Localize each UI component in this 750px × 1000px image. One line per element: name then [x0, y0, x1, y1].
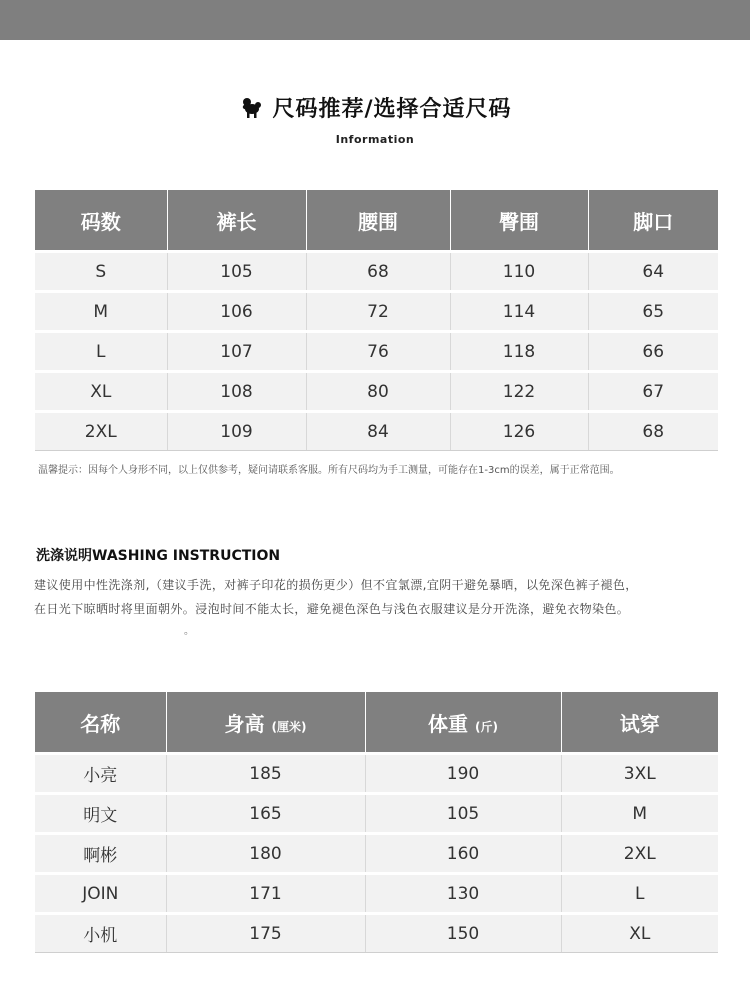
header-cell: 脚口: [588, 190, 718, 252]
table-cell: 啊彬: [35, 834, 166, 874]
header-cell: 试穿: [561, 692, 718, 754]
page-subtitle: Information: [335, 133, 415, 146]
header-cell: 码数: [35, 190, 167, 252]
table-cell: L: [35, 332, 167, 372]
table-cell: 171: [166, 874, 365, 914]
table-row: [35, 332, 718, 372]
washing-text-line: 建议使用中性洗涤剂,（建议手洗，对裤子印花的损伤更少）但不宜氯漂,宜阴干避免暴晒，以免深色裤子褪色，: [34, 578, 638, 592]
table-cell: 72: [306, 292, 450, 332]
table-row: [35, 874, 718, 914]
table-cell: 明文: [35, 794, 166, 834]
size-table: [35, 190, 718, 451]
table-cell: 107: [167, 332, 306, 372]
header-cell: 体重 (斤): [365, 692, 561, 754]
table-cell: 105: [365, 794, 561, 834]
table-cell: 126: [450, 412, 588, 451]
table-cell: 118: [450, 332, 588, 372]
table-row: [35, 834, 718, 874]
header-cell: 裤长: [167, 190, 306, 252]
table-cell: 小亮: [35, 754, 166, 794]
page-title: 尺码推荐/选择合适尺码: [272, 97, 512, 122]
table-cell: M: [561, 794, 718, 834]
table-cell: 84: [306, 412, 450, 451]
washing-text-line: 。: [184, 626, 194, 637]
table-cell: L: [561, 874, 718, 914]
table-row: [35, 914, 718, 953]
table-row: [35, 794, 718, 834]
try-table-header-row: [35, 692, 718, 754]
table-cell: 76: [306, 332, 450, 372]
unit-label: (厘米): [271, 719, 307, 734]
table-cell: 130: [365, 874, 561, 914]
header-cell: 身高 (厘米): [166, 692, 365, 754]
washing-title: 洗涤说明WASHING INSTRUCTION: [36, 548, 281, 564]
table-cell: JOIN: [35, 874, 166, 914]
table-cell: 67: [588, 372, 718, 412]
table-row: [35, 292, 718, 332]
table-row: [35, 252, 718, 292]
table-cell: 66: [588, 332, 718, 372]
table-cell: XL: [35, 372, 167, 412]
table-cell: 110: [450, 252, 588, 292]
header-cell: 名称: [35, 692, 166, 754]
table-cell: XL: [561, 914, 718, 953]
header-cell: 臀围: [450, 190, 588, 252]
table-cell: 108: [167, 372, 306, 412]
table-cell: 114: [450, 292, 588, 332]
table-cell: S: [35, 252, 167, 292]
size-table-header-row: [35, 190, 718, 252]
table-cell: 2XL: [561, 834, 718, 874]
table-cell: 180: [166, 834, 365, 874]
table-row: [35, 754, 718, 794]
table-row: [35, 412, 718, 451]
table-cell: 175: [166, 914, 365, 953]
try-on-table: [35, 692, 718, 953]
table-cell: M: [35, 292, 167, 332]
table-cell: 165: [166, 794, 365, 834]
table-cell: 122: [450, 372, 588, 412]
table-cell: 150: [365, 914, 561, 953]
size-tip-text: 温馨提示：因每个人身形不同，以上仅供参考，疑问请联系客服。所有尺码均为手工测量，可能存在1-3cm的误差，属于正常范围。: [38, 465, 620, 476]
table-cell: 2XL: [35, 412, 167, 451]
unit-label: (斤): [474, 719, 498, 734]
table-cell: 80: [306, 372, 450, 412]
header-cell: 腰围: [306, 190, 450, 252]
table-cell: 190: [365, 754, 561, 794]
table-cell: 109: [167, 412, 306, 451]
washing-text-line: 在日光下晾晒时将里面朝外。浸泡时间不能太长，避免褪色深色与浅色衣服建议是分开洗涤，避免衣物染色。: [34, 602, 630, 616]
table-cell: 68: [588, 412, 718, 451]
table-row: [35, 372, 718, 412]
table-cell: 68: [306, 252, 450, 292]
table-cell: 小机: [35, 914, 166, 953]
table-cell: 64: [588, 252, 718, 292]
table-cell: 3XL: [561, 754, 718, 794]
table-cell: 160: [365, 834, 561, 874]
title-section: [0, 92, 750, 125]
table-cell: 105: [167, 252, 306, 292]
top-banner: [0, 0, 750, 40]
table-cell: 106: [167, 292, 306, 332]
table-cell: 185: [166, 754, 365, 794]
poodle-dog-icon: [238, 95, 264, 121]
table-cell: 65: [588, 292, 718, 332]
